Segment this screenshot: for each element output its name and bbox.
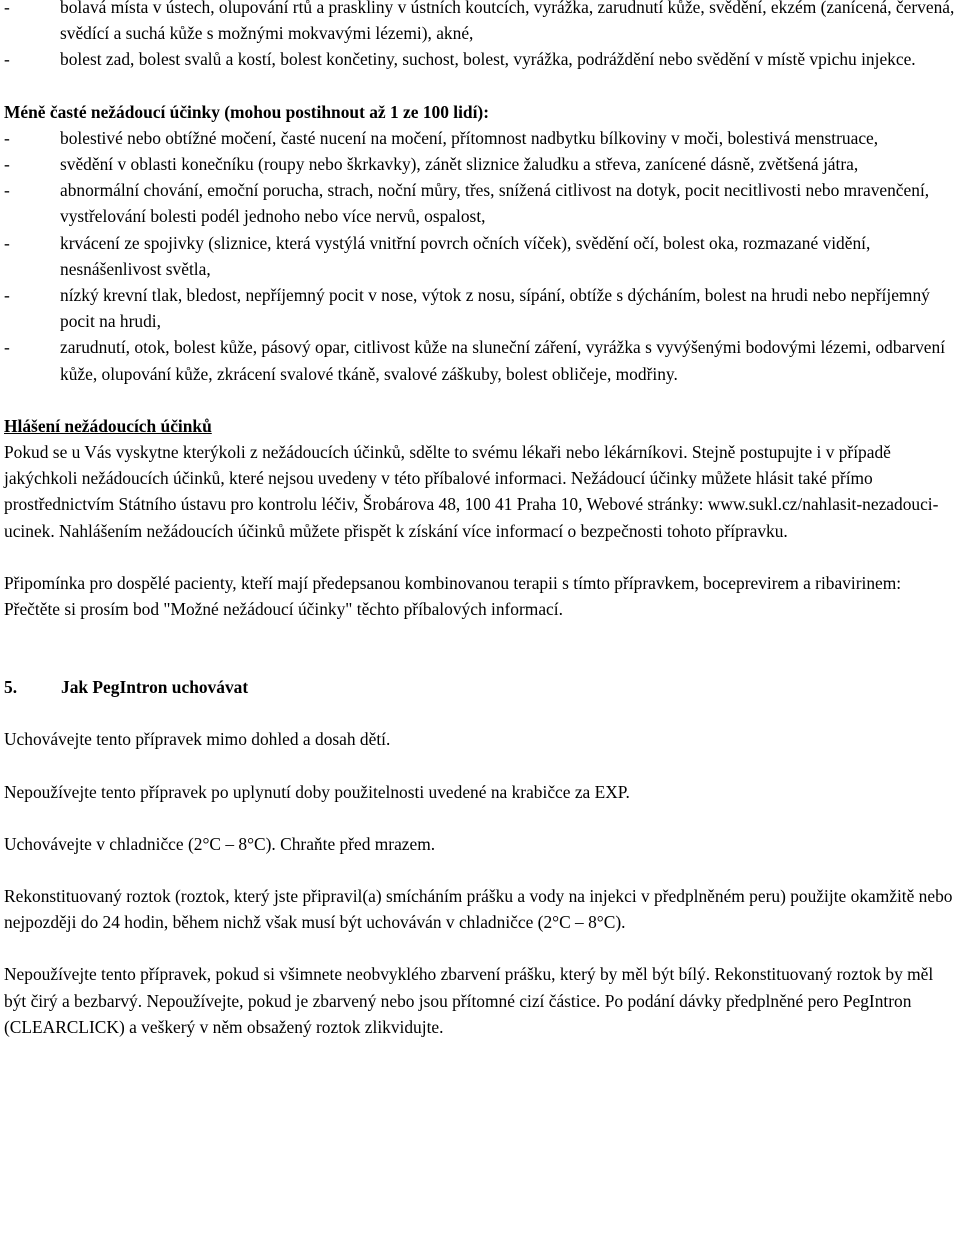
list-item-text: zarudnutí, otok, bolest kůže, pásový opar, citlivost kůže na sluneční záření, vyrážka s vyvýšenými bodovými lézemi, odbarvení kůže, olupování kůže, zkrácení svalové tkáně, svalové záškuby, bolest obličeje, modřiny. (60, 337, 946, 384)
bullet-dash: - (4, 127, 10, 148)
reporting-paragraph: Pokud se u Vás vyskytne kterýkoli z nežádoucích účinků, sdělte to svému lékaři nebo lékárníkovi. Stejně postupujte i v případě jakýchkoli nežádoucích účinků, které nejsou uvedeny v této příbalové informaci. Nežádoucí účinky můžete hlásit také přímo prostřednictvím Státního ústavu pro kontrolu léčiv, Šrobárova 48, 100 41 Praha 10, Webové stránky: www.sukl.cz/nahlasit-nezadouci-ucinek. Nahlášením nežádoucích účinků můžete přispět k získání více informací o bezpečnosti tohoto přípravku. (4, 442, 939, 541)
storage-paragraph: Uchovávejte tento přípravek mimo dohled a dosah dětí. (4, 729, 391, 750)
bullet-dash: - (4, 285, 10, 306)
list-item (4, 230, 958, 282)
section-number: 5. (4, 677, 18, 698)
section-title: Jak PegIntron uchovávat (61, 677, 249, 698)
storage-paragraph: Nepoužívejte tento přípravek, pokud si všimnete neobvyklého zbarvení prášku, který by měl být bílý. Rekonstituovaný roztok by měl být čirý a bezbarvý. Nepoužívejte, pokud je zbarvený nebo jsou přítomné cizí částice. Po podání dávky předplněné pero PegIntron (CLEARCLICK) a veškerý v něm obsažený roztok zlikvidujte. (4, 964, 934, 1037)
document-page (4, 0, 958, 1040)
list-item-text: svědění v oblasti konečníku (roupy nebo škrkavky), zánět sliznice žaludku a střeva, zanícené dásně, zvětšená játra, (60, 154, 859, 175)
list-item-text: bolestivé nebo obtížné močení, časté nucení na močení, přítomnost nadbytku bílkoviny v moči, bolestivá menstruace, (60, 127, 879, 148)
bullet-dash: - (4, 49, 10, 70)
reminder-paragraph: Připomínka pro dospělé pacienty, kteří mají předepsanou kombinovanou terapii s tímto přípravkem, boceprevirem a ribavirinem: Přečtěte si prosím bod "Možné nežádoucí účinky" těchto příbalových informací. (4, 572, 902, 620)
bullet-dash: - (4, 337, 10, 358)
bullet-dash: - (4, 180, 10, 201)
storage-paragraph: Nepoužívejte tento přípravek po uplynutí doby použitelnosti uvedené na krabičce za EXP. (4, 781, 630, 802)
list-item (4, 177, 958, 229)
bullet-dash: - (4, 0, 10, 17)
storage-paragraph: Uchovávejte v chladničce (2°C – 8°C). Chraňte před mrazem. (4, 833, 436, 854)
list-item (4, 125, 958, 151)
list-item (4, 151, 958, 177)
list-item (4, 334, 958, 386)
list-item-text: nízký krevní tlak, bledost, nepříjemný pocit v nose, výtok z nosu, sípání, obtíže s dýcháním, bolest na hrudi nebo nepříjemný pocit na hrudi, (60, 285, 930, 332)
list-item (4, 46, 958, 72)
storage-paragraph: Rekonstituovaný roztok (roztok, který jste připravil(a) smícháním prášku a vody na injekci v předplněném peru) použijte okamžitě nebo nejpozději do 24 hodin, během nichž však musí být uchováván v chladničce (2°C – 8°C). (4, 886, 953, 933)
uncommon-heading: Méně časté nežádoucí účinky (mohou postihnout až 1 ze 100 lidí): (4, 101, 490, 122)
list-item-text: bolest zad, bolest svalů a kostí, bolest končetiny, suchost, bolest, vyrážka, podráždění nebo svědění v místě vpichu injekce. (60, 49, 916, 70)
list-item-text: abnormální chování, emoční porucha, strach, noční můry, třes, snížená citlivost na dotyk, pocit necitlivosti nebo mravenčení, vystřelování bolesti podél jednoho nebo více nervů, ospalost, (60, 180, 930, 227)
bullet-dash: - (4, 232, 10, 253)
list-item-text: krvácení ze spojivky (sliznice, která vystýlá vnitřní povrch očních víček), svědění očí, bolest oka, rozmazané vidění, nesnášenlivost světla, (60, 232, 871, 279)
bullet-dash: - (4, 154, 10, 175)
list-item-text: bolavá místa v ústech, olupování rtů a praskliny v ústních koutcích, vyrážka, zarudnutí kůže, svědění, ekzém (zanícená, červená, svědící a suchá kůže s možnými mokvavými lézemi), akné, (60, 0, 955, 44)
list-item (4, 0, 958, 46)
reporting-heading: Hlášení nežádoucích účinků (4, 415, 212, 436)
section-5-heading (4, 674, 958, 700)
list-item (4, 282, 958, 334)
